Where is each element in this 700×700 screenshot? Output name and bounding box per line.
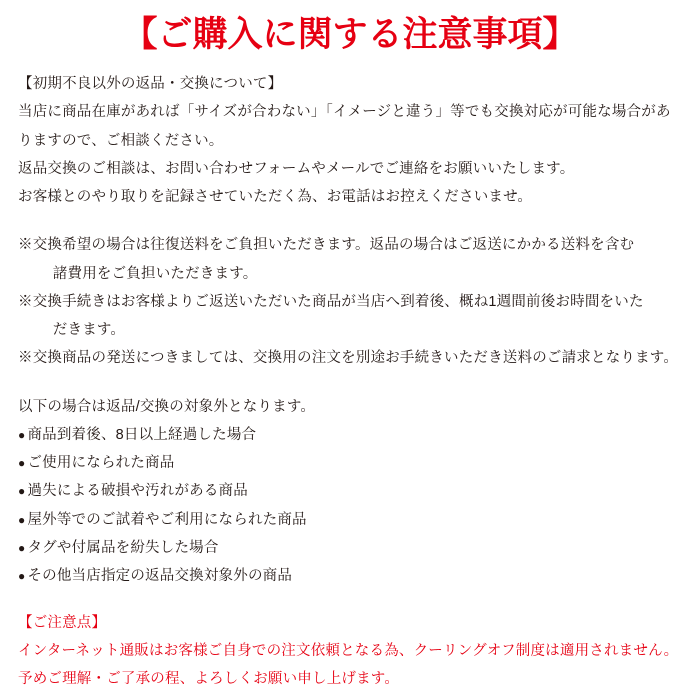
section-shipping-notes — [18, 231, 682, 372]
section-returns-line-1: 当店に商品在庫があれば「サイズが合わない」「イメージと違う」等でも交換対応が可能な場合があ — [18, 104, 671, 121]
list-item — [18, 534, 682, 562]
exclusion-label: その他当店指定の返品交換対象外の商品 — [27, 568, 293, 585]
list-item — [18, 449, 682, 477]
list-item — [18, 421, 682, 449]
section-returns-line-4: お客様とのやり取りを記録させていただく為、お電話はお控えくださいませ。 — [18, 189, 533, 206]
section-returns-line-3: 返品交換のご相談は、お問い合わせフォームやメールでご連絡をお願いいたします。 — [18, 160, 575, 177]
exclusions-heading: 以下の場合は返品/交換の対象外となります。 — [18, 398, 316, 415]
shipping-note-1-line-1: ※交換希望の場合は往復送料をご負担いただきます。返品の場合はご返送にかかる送料を含む — [18, 237, 635, 254]
section-returns-line-2: りますので、ご相談ください。 — [18, 132, 224, 149]
section-exclusions — [18, 393, 682, 591]
exclusion-label: 商品到着後、8日以上経過した場合 — [27, 426, 257, 443]
exclusion-label: 屋外等でのご試着やご利用になられた商品 — [27, 511, 307, 528]
section-caution — [18, 609, 682, 694]
caution-heading: 【ご注意点】 — [18, 614, 107, 631]
shipping-note-3-line-1: ※交換商品の発送につきましては、交換用の注文を別途お手続きいただき送料のご請求となります。 — [18, 350, 679, 367]
exclusion-label: 過失による破損や汚れがある商品 — [27, 483, 248, 500]
section-returns-heading: 【初期不良以外の返品・交換について】 — [18, 76, 283, 92]
caution-line-2: 予めご理解・ご了承の程、よろしくお願い申し上げます。 — [18, 671, 400, 688]
document-body — [18, 70, 682, 693]
page-title: 【ご購入に関する注意事項】 — [122, 15, 578, 54]
list-item — [18, 477, 682, 505]
list-item — [18, 506, 682, 534]
spacer-1 — [18, 211, 682, 231]
caution-line-1: インターネット通販はお客様ご自身での注文依頼となる為、クーリングオフ制度は適用されません。 — [18, 642, 679, 659]
shipping-note-1-line-2: 諸費用をご負担いただきます。 — [52, 265, 258, 282]
list-item — [18, 562, 682, 590]
section-returns — [18, 70, 682, 211]
shipping-note-2-line-2: だきます。 — [52, 322, 126, 339]
shipping-note-2-line-1: ※交換手続きはお客様よりご返送いただいた商品が当店へ到着後、概ね1週間前後お時間をいた — [18, 293, 644, 310]
exclusion-label: タグや付属品を紛失した場合 — [27, 539, 219, 556]
spacer-2 — [18, 373, 682, 393]
exclusion-label: ご使用になられた商品 — [27, 455, 175, 472]
exclusions-list — [18, 421, 682, 591]
